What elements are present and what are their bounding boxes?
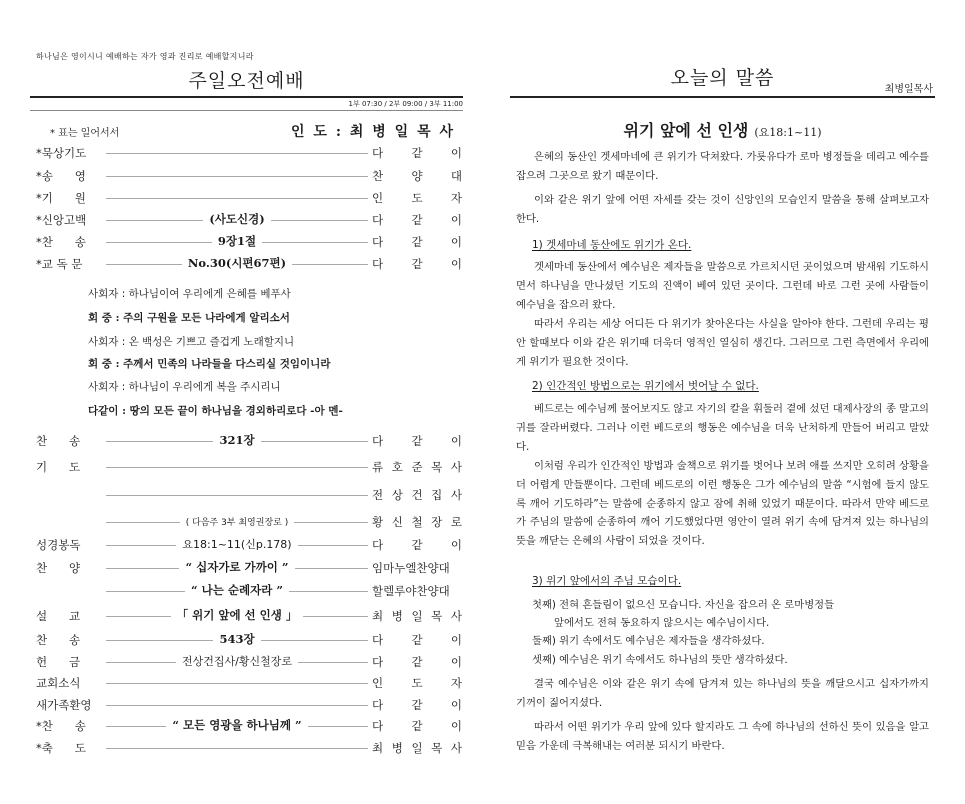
- litany-line: 회 중 : 주께서 민족의 나라들을 다스리실 것임이니라: [88, 358, 331, 370]
- order-item-assignee: 다 같 이: [372, 434, 462, 448]
- order-item-assignee: 황 신 철 장 로: [372, 515, 462, 529]
- sermon-title: [510, 118, 935, 141]
- litany-line: 회 중 : 주의 구원을 모든 나라에게 알리소서: [88, 312, 290, 324]
- order-row: [30, 484, 463, 506]
- service-leader: 인 도 : 최 병 일 목 사: [291, 124, 455, 140]
- worship-order-page: [30, 0, 463, 804]
- order-item-detail: 321장: [106, 432, 368, 448]
- order-row: [30, 651, 463, 673]
- order-item-assignee: 다 같 이: [372, 698, 462, 712]
- order-row: [30, 737, 463, 759]
- litany-line: 다같이 : 땅의 모든 끝이 하나님을 경외하리로다 -아 멘-: [88, 405, 343, 417]
- leader-line: [106, 705, 368, 706]
- order-item-assignee: 임마누엘찬양대: [372, 561, 450, 575]
- order-item-label: *축 도: [36, 741, 86, 755]
- order-item-detail: No.30(시편67편): [106, 255, 368, 271]
- order-item-assignee: 다 같 이: [372, 655, 462, 669]
- order-item-detail: “ 십자가로 가까이 ”: [106, 559, 368, 575]
- order-item-label: 설 교: [36, 609, 81, 623]
- order-row: [30, 715, 463, 737]
- order-row: [30, 142, 463, 164]
- litany-line: 사회자 : 하나님이여 우리에게 은혜를 베푸사: [88, 288, 291, 300]
- order-item-assignee: 최 병 일 목 사: [372, 741, 462, 755]
- paragraph: 은혜의 동산인 겟세마네에 큰 위기가 닥쳐왔다. 가룟유다가 로마 병정들을 데리고 예수를 잡으려 그곳으로 왔기 때문이다.: [516, 151, 929, 182]
- order-item-label: *기 원: [36, 191, 86, 205]
- leader-line: [106, 176, 368, 177]
- leader-line: [106, 683, 368, 684]
- order-row: [30, 511, 463, 533]
- paragraph: 결국 예수님은 이와 같은 위기 속에 담겨져 있는 하나님의 뜻을 깨달으시고 십자가까지 기꺼이 짊어지셨다.: [516, 678, 929, 709]
- paragraph: 베드로는 예수님께 물어보지도 않고 자기의 칼을 휘둘러 곁에 섰던 대제사장의 종 말고의 귀를 잘라버렸다. 그러나 이런 베드로의 행동은 예수님을 더욱 난처하게 만들어 버리고 말았다.: [516, 403, 929, 453]
- order-row: [30, 580, 463, 602]
- order-item-label: 기 도: [36, 460, 81, 474]
- sermon-title-text: 위기 앞에 선 인생: [623, 121, 749, 140]
- order-row: [30, 534, 463, 556]
- service-title: 주일오전예배: [188, 70, 305, 92]
- paragraph: 이처럼 우리가 인간적인 방법과 술책으로 위기를 벗어나 보려 애를 쓰지만 오히려 상황을 더 어렵게 만들뿐이다. 그런데 베드로의 이런 행동은 그가 예수님의 말씀 “시험에 들지 않도록 깨어 기도하라”는 말씀에 순종하지 않고 잠에 취해 있었기 때문이다. 따라서 만약 베드로가 주님의 말씀에 순종하여 깨어 기도했었다면 영안이 열려 위기 속에 담겨져 있는 하나님의 뜻을 깨닫는 은혜의 사람이 되었을 것이다.: [516, 460, 929, 548]
- order-item-label: 찬 송: [36, 633, 81, 647]
- order-row: [30, 165, 463, 187]
- pastor-name: 최병일목사: [884, 84, 933, 95]
- order-item-assignee: 인 도 자: [372, 676, 462, 690]
- paragraph: 겟세마네 동산에서 예수님은 제자들을 말씀으로 가르치시던 곳이었으며 밤새워 기도하시면서 하나님을 만나셨던 기도의 진액이 베여 있던 곳이다. 그런데 바로 그런 곳에 사람들이 예수님을 잡으러 왔다.: [516, 261, 929, 311]
- order-item-detail: 전상건집사/황신철장로: [106, 653, 368, 669]
- sermon-page: [510, 0, 935, 804]
- point-item: 앞에서도 전혀 동요하지 않으시는 예수님이시다.: [554, 617, 770, 629]
- order-item-label: *신앙고백: [36, 213, 87, 227]
- order-item-assignee: 다 같 이: [372, 633, 462, 647]
- order-item-detail: 9장1절: [106, 233, 368, 249]
- leader-line: [106, 153, 368, 154]
- section-heading: 1) 겟세마네 동산에도 위기가 온다.: [532, 239, 692, 251]
- order-item-label: 새가족환영: [36, 698, 92, 712]
- order-item-assignee: 다 같 이: [372, 257, 462, 271]
- order-item-detail: 「 위기 앞에 선 인생 」: [106, 607, 368, 623]
- order-item-detail: 요18:1~11(신p.178): [106, 536, 368, 552]
- order-item-assignee: 다 같 이: [372, 538, 462, 552]
- stand-note: * 표는 일어서서: [50, 128, 120, 139]
- section-heading: 2) 인간적인 방법으로는 위기에서 벗어날 수 없다.: [532, 380, 759, 392]
- order-item-assignee: 다 같 이: [372, 146, 462, 160]
- service-times: 1부 07:30 / 2부 09:00 / 3부 11:00: [348, 100, 463, 108]
- order-item-assignee: 할렐루야찬양대: [372, 584, 450, 598]
- order-item-assignee: 최 병 일 목 사: [372, 609, 462, 623]
- order-item-label: 찬 양: [36, 561, 81, 575]
- paragraph: 따라서 우리는 세상 어디든 다 위기가 찾아온다는 사실을 알아야 한다. 그런데 우리는 평안 할때보다 이와 같은 위기때 더욱더 영적인 열심히 생긴다. 그러므로 그런 측면에서 우리에게 위기가 필요한 것이다.: [516, 318, 929, 368]
- order-row: [30, 672, 463, 694]
- scripture-motto: 하나님은 영이시니 예배하는 자가 영과 진리로 예배할지니라: [36, 52, 254, 61]
- point-item: 첫째) 전혀 흔들림이 없으신 모습니다. 자신을 잡으러 온 로마병정들: [532, 599, 835, 611]
- section-heading: 3) 위기 앞에서의 주님 모습이다.: [532, 575, 682, 587]
- order-item-label: *교 독 문: [36, 257, 83, 271]
- sermon-title-rule: [510, 96, 935, 98]
- order-row: [30, 187, 463, 209]
- leader-line: [106, 748, 368, 749]
- order-item-assignee: 다 같 이: [372, 213, 462, 227]
- order-row: [30, 694, 463, 716]
- order-row: [30, 209, 463, 231]
- order-item-assignee: 전 상 건 집 사: [372, 488, 462, 502]
- order-item-label: *송 영: [36, 169, 86, 183]
- order-row: [30, 253, 463, 275]
- paragraph: 이와 같은 위기 앞에 어떤 자세를 갖는 것이 신앙인의 모습인지 말씀을 통해 살펴보고자 한다.: [516, 194, 929, 225]
- order-row: [30, 231, 463, 253]
- order-row: [30, 430, 463, 452]
- order-item-assignee: 다 같 이: [372, 719, 462, 733]
- sermon-page-title: 오늘의 말씀: [670, 67, 775, 89]
- litany-line: 사회자 : 하나님이 우리에게 복을 주시리니: [88, 381, 281, 393]
- order-row: [30, 629, 463, 651]
- order-item-detail: ( 다음주 3부 최영권장로 ): [106, 515, 368, 528]
- times-rule: [30, 110, 463, 111]
- order-item-label: 교회소식: [36, 676, 81, 690]
- order-item-detail: (사도신경): [106, 211, 368, 227]
- order-row: [30, 605, 463, 627]
- order-item-label: *찬 송: [36, 235, 86, 249]
- litany-line: 사회자 : 온 백성은 기쁘고 즐겁게 노래할지니: [88, 336, 295, 348]
- leader-line: [106, 467, 368, 468]
- order-row: [30, 456, 463, 478]
- point-item: 셋째) 예수님은 위기 속에서도 하나님의 뜻만 생각하셨다.: [532, 654, 788, 666]
- title-rule: [30, 96, 463, 98]
- leader-line: [106, 198, 368, 199]
- order-item-label: *묵상기도: [36, 146, 87, 160]
- order-item-assignee: 인 도 자: [372, 191, 462, 205]
- paragraph: 따라서 어떤 위기가 우리 앞에 있다 할지라도 그 속에 하나님의 선하신 뜻이 있음을 알고 믿음 가운데 극복해내는 여러분 되시기 바란다.: [516, 721, 929, 752]
- order-row: [30, 557, 463, 579]
- leader-line: [106, 495, 368, 496]
- order-item-detail: 543장: [106, 631, 368, 647]
- order-item-label: 찬 송: [36, 434, 81, 448]
- order-item-detail: “ 모든 영광을 하나님께 ”: [106, 717, 368, 733]
- point-item: 둘째) 위기 속에서도 예수님은 제자들을 생각하셨다.: [532, 635, 765, 647]
- order-item-assignee: 류 호 준 목 사: [372, 460, 462, 474]
- sermon-reference: (요18:1~11): [754, 126, 822, 139]
- order-item-assignee: 찬 양 대: [372, 169, 462, 183]
- order-item-detail: “ 나는 순례자라 ”: [106, 582, 368, 598]
- order-item-label: *찬 송: [36, 719, 86, 733]
- order-item-label: 헌 금: [36, 655, 81, 669]
- order-item-label: 성경봉독: [36, 538, 81, 552]
- order-item-assignee: 다 같 이: [372, 235, 462, 249]
